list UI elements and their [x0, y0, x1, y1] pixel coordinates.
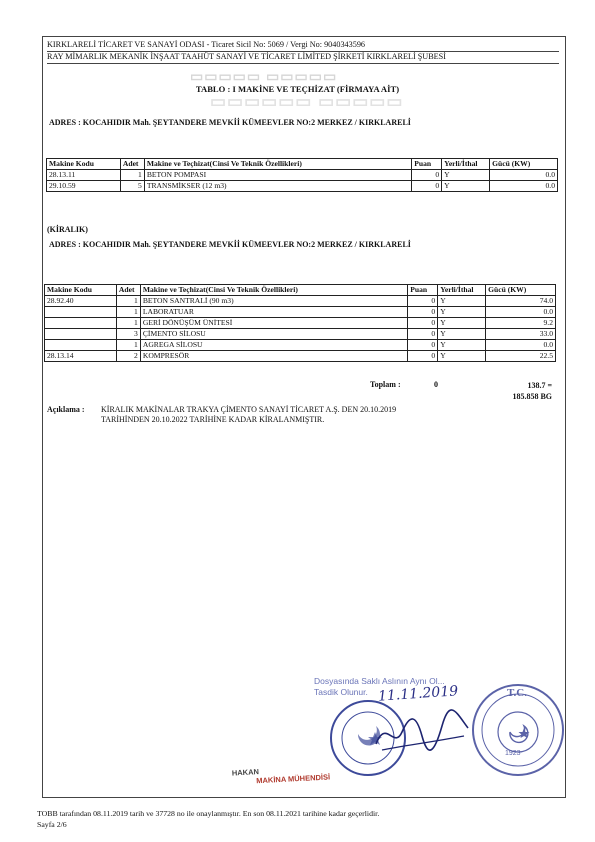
- cell-description: BETON POMPASI: [144, 170, 411, 181]
- totals-power-value: 138.7 =: [527, 381, 552, 390]
- cell-origin: Y: [438, 318, 486, 329]
- cell-code: [45, 340, 117, 351]
- totals-bg-value: 185.858 BG: [512, 392, 552, 401]
- rented-section-label: (KİRALIK): [47, 225, 88, 234]
- company-name: RAY MİMARLIK MEKANİK İNŞAAT TAAHÜT SANAYİ VE TİCARET LİMİTED ŞİRKETİ KIRKLARELİ ŞUBESİ: [47, 52, 446, 61]
- engineer-title: MAKİNA MÜHENDİSİ: [256, 772, 331, 786]
- cell-origin: Y: [442, 181, 490, 192]
- cell-description: ÇİMENTO SİLOSU: [140, 329, 407, 340]
- seal-year: 1923: [505, 750, 521, 757]
- cell-score: 0: [412, 170, 442, 181]
- show-through-text: ▭▭▭▭▭ ▭▭▭▭▭: [190, 68, 338, 84]
- table-row: [47, 181, 558, 192]
- cell-description: AGREGA SİLOSU: [140, 340, 407, 351]
- table-title: TABLO : I MAKİNE VE TEÇHİZAT (FİRMAYA AİT): [195, 84, 400, 94]
- col-header-power: Gücü (KW): [490, 159, 558, 170]
- cell-qty: 1: [116, 318, 140, 329]
- cell-qty: 1: [116, 307, 140, 318]
- address-line-rented: [49, 240, 411, 249]
- col-header-code: Makine Kodu: [45, 285, 117, 296]
- table-row: [45, 340, 556, 351]
- cell-qty: 1: [120, 170, 144, 181]
- cell-qty: 3: [116, 329, 140, 340]
- cell-origin: Y: [442, 170, 490, 181]
- cell-code: 29.10.59: [47, 181, 121, 192]
- col-header-score: Puan: [412, 159, 442, 170]
- cell-origin: Y: [438, 329, 486, 340]
- cell-origin: Y: [438, 307, 486, 318]
- col-header-power: Gücü (KW): [486, 285, 556, 296]
- col-header-origin: Yerli/İthal: [442, 159, 490, 170]
- cell-qty: 1: [116, 340, 140, 351]
- table-row: [45, 351, 556, 362]
- cell-description: GERİ DÖNÜŞÜM ÜNİTESİ: [140, 318, 407, 329]
- chamber-line: KIRKLARELİ TİCARET VE SANAYİ ODASI - Ticaret Sicil No: 5069 / Vergi No: 9040343596: [47, 40, 366, 49]
- address-label: ADRES :: [49, 240, 81, 249]
- table-row: [45, 329, 556, 340]
- table-row: [47, 170, 558, 181]
- footer-approval: TOBB tarafından 08.11.2019 tarih ve 37728 no ile onaylanmıştır. En son 08.11.2021 tarihine kadar geçerlidir.: [37, 809, 380, 818]
- cell-origin: Y: [438, 340, 486, 351]
- cell-power: 22.5: [486, 351, 556, 362]
- explanation-line: TARİHİNDEN 20.10.2022 TARİHİNE KADAR KİRALANMIŞTIR.: [101, 415, 325, 424]
- cell-description: LABORATUAR: [140, 307, 407, 318]
- signature-icon: [372, 706, 472, 758]
- engineer-name: HAKAN: [231, 767, 260, 778]
- explanation-text: [101, 405, 396, 425]
- footer: [37, 808, 379, 830]
- cell-origin: Y: [438, 296, 486, 307]
- col-header-origin: Yerli/İthal: [438, 285, 486, 296]
- col-header-qty: Adet: [120, 159, 144, 170]
- cell-origin: Y: [438, 351, 486, 362]
- table-row: [45, 318, 556, 329]
- cell-code: [45, 329, 117, 340]
- table-header-row: [47, 159, 558, 170]
- cell-code: 28.92.40: [45, 296, 117, 307]
- cell-description: BETON SANTRALİ (90 m3): [140, 296, 407, 307]
- explanation-line: KİRALIK MAKİNALAR TRAKYA ÇİMENTO SANAYİ TİCARET A.Ş. DEN 20.10.2019: [101, 405, 397, 414]
- owned-equipment-table: [46, 158, 558, 192]
- cell-score: 0: [408, 307, 438, 318]
- cell-score: 0: [408, 329, 438, 340]
- cell-score: 0: [408, 351, 438, 362]
- cell-score: 0: [408, 340, 438, 351]
- show-through-text: ▭▭▭▭▭▭ ▭▭▭▭▭: [210, 92, 404, 111]
- explanation-label: Açıklama :: [47, 405, 85, 414]
- chamber-header: [47, 40, 559, 64]
- explanation: [47, 405, 396, 425]
- certified-copy-line: Dosyasında Saklı Aslının Aynı Ol...: [314, 676, 445, 686]
- cell-power: 33.0: [486, 329, 556, 340]
- table-row: [45, 307, 556, 318]
- certified-copy-line: Tasdik Olunur.: [314, 687, 368, 697]
- totals-power: [484, 380, 552, 402]
- cell-power: 9.2: [486, 318, 556, 329]
- col-header-description: Makine ve Teçhizat(Cinsi Ve Teknik Özellikleri): [140, 285, 407, 296]
- cell-description: KOMPRESÖR: [140, 351, 407, 362]
- rented-equipment-table: [44, 284, 556, 362]
- address-line-owned: [49, 118, 411, 127]
- cell-qty: 2: [116, 351, 140, 362]
- cell-qty: 5: [120, 181, 144, 192]
- page-number: Sayfa 2/6: [37, 820, 67, 829]
- col-header-qty: Adet: [116, 285, 140, 296]
- table-header-row: [45, 285, 556, 296]
- cell-score: 0: [408, 296, 438, 307]
- address-label: ADRES :: [49, 118, 81, 127]
- handwritten-date: 11.11.2019: [377, 683, 459, 705]
- col-header-score: Puan: [408, 285, 438, 296]
- address-value: KOCAHIDIR Mah. ŞEYTANDERE MEVKİİ KÜMEEVLER NO:2 MERKEZ / KIRKLARELİ: [82, 118, 411, 127]
- col-header-code: Makine Kodu: [47, 159, 121, 170]
- cell-power: 74.0: [486, 296, 556, 307]
- cell-qty: 1: [116, 296, 140, 307]
- cell-description: TRANSMİKSER (12 m3): [144, 181, 411, 192]
- cell-power: 0.0: [490, 170, 558, 181]
- seal-tc-text: T.C.: [507, 687, 527, 699]
- totals-score: 0: [434, 380, 438, 389]
- cell-code: 28.13.11: [47, 170, 121, 181]
- address-value: KOCAHIDIR Mah. ŞEYTANDERE MEVKİİ KÜMEEVLER NO:2 MERKEZ / KIRKLARELİ: [82, 240, 411, 249]
- cell-code: [45, 307, 117, 318]
- table-row: [45, 296, 556, 307]
- cell-code: 28.13.14: [45, 351, 117, 362]
- cell-power: 0.0: [490, 181, 558, 192]
- cell-score: 0: [408, 318, 438, 329]
- cell-power: 0.0: [486, 340, 556, 351]
- header-divider: [47, 63, 559, 64]
- cell-code: [45, 318, 117, 329]
- totals-label: Toplam :: [370, 380, 401, 389]
- cell-power: 0.0: [486, 307, 556, 318]
- cell-score: 0: [412, 181, 442, 192]
- col-header-description: Makine ve Teçhizat(Cinsi Ve Teknik Özellikleri): [144, 159, 411, 170]
